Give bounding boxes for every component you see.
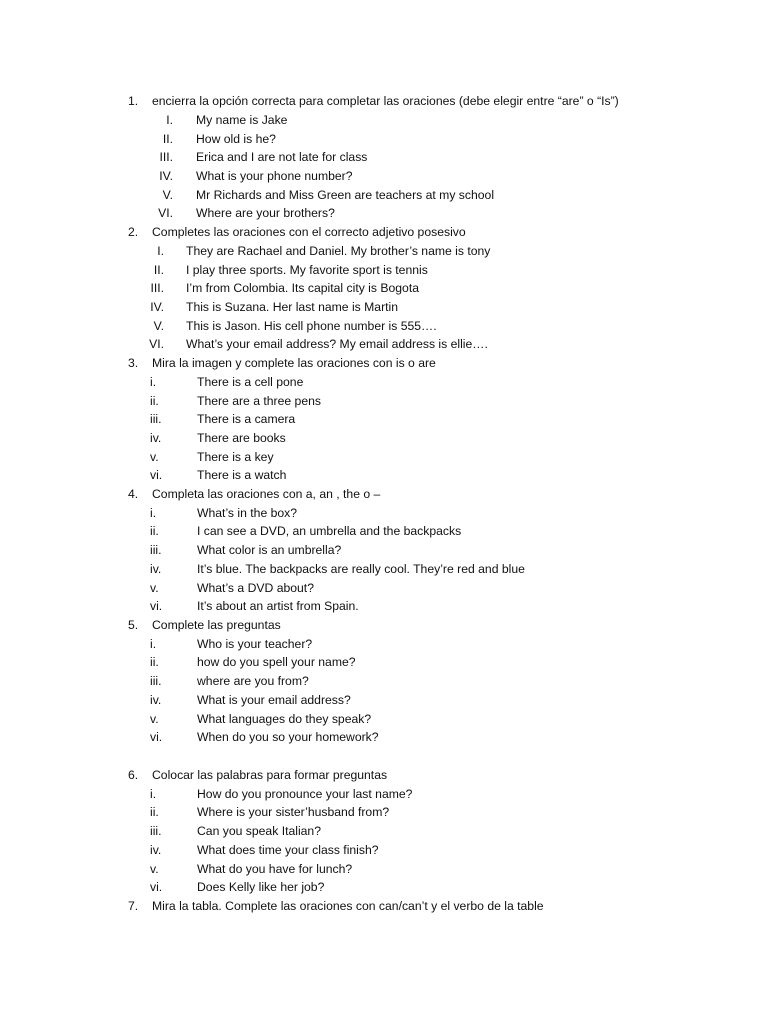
item-marker: iii.	[150, 824, 162, 838]
item-marker: iv.	[150, 431, 162, 445]
section-number: 2.	[128, 225, 139, 239]
item-marker: VI.	[149, 337, 164, 351]
item-text: There are books	[197, 431, 286, 445]
item-marker: v.	[150, 450, 159, 464]
item-marker: iv.	[150, 693, 162, 707]
item-text: This is Jason. His cell phone number is 555….	[186, 319, 437, 333]
section-instruction: Mira la imagen y complete las oraciones con is o are	[152, 356, 436, 370]
item-text: Mr Richards and Miss Green are teachers at my school	[196, 188, 495, 202]
section-number: 4.	[128, 487, 139, 501]
item-marker: V.	[153, 319, 164, 333]
item-text: What is your phone number?	[196, 169, 353, 183]
section-instruction: Colocar las palabras para formar preguntas	[152, 768, 388, 782]
item-marker: IV.	[150, 300, 164, 314]
item-text: I’m from Colombia. Its capital city is Bogota	[186, 281, 419, 295]
item-text: What color is an umbrella?	[197, 543, 342, 557]
item-text: This is Suzana. Her last name is Martin	[186, 300, 399, 314]
item-marker: iv.	[150, 562, 162, 576]
section-number: 6.	[128, 768, 139, 782]
item-text: There is a cell pone	[197, 375, 304, 389]
item-marker: v.	[150, 862, 159, 876]
item-marker: iii.	[150, 412, 162, 426]
section-instruction: Complete las preguntas	[152, 618, 281, 632]
item-text: There is a watch	[197, 468, 287, 482]
section-instruction: Mira la tabla. Complete las oraciones con can/can’t y el verbo de la table	[152, 899, 544, 913]
item-text: There are a three pens	[197, 394, 321, 408]
item-text: What is your email address?	[197, 693, 351, 707]
item-text: There is a key	[197, 450, 274, 464]
item-marker: vi.	[150, 730, 163, 744]
item-text: What languages do they speak?	[197, 712, 372, 726]
item-marker: III.	[159, 150, 173, 164]
item-text: Who is your teacher?	[197, 637, 313, 651]
item-text: Where are your brothers?	[196, 206, 335, 220]
item-marker: II.	[153, 263, 164, 277]
item-text: It’s about an artist from Spain.	[197, 599, 359, 613]
item-marker: ii.	[150, 394, 159, 408]
item-text: They are Rachael and Daniel. My brother’s name is tony	[186, 244, 491, 258]
item-marker: v.	[150, 581, 159, 595]
item-text: Where is your sister’husband from?	[197, 805, 390, 819]
item-marker: IV.	[159, 169, 173, 183]
item-marker: III.	[150, 281, 164, 295]
item-marker: VI.	[158, 206, 173, 220]
item-text: I can see a DVD, an umbrella and the backpacks	[197, 524, 462, 538]
item-text: Erica and I are not late for class	[196, 150, 368, 164]
item-marker: V.	[162, 188, 173, 202]
item-text: how do you spell your name?	[197, 655, 356, 669]
section-number: 3.	[128, 356, 139, 370]
item-text: How do you pronounce your last name?	[197, 787, 413, 801]
item-marker: ii.	[150, 805, 159, 819]
item-text: What’s your email address? My email address is ellie….	[186, 337, 488, 351]
item-marker: ii.	[150, 655, 159, 669]
item-marker: ii.	[150, 524, 159, 538]
item-marker: vi.	[150, 468, 163, 482]
item-marker: II.	[162, 132, 173, 146]
item-marker: I.	[157, 244, 164, 258]
section-instruction: Completes las oraciones con el correcto adjetivo posesivo	[152, 225, 466, 239]
section-number: 7.	[128, 899, 139, 913]
item-text: What’s in the box?	[197, 506, 298, 520]
item-marker: i.	[150, 375, 157, 389]
item-marker: vi.	[150, 880, 163, 894]
item-text: When do you so your homework?	[197, 730, 379, 744]
item-marker: I.	[166, 113, 173, 127]
item-text: Can you speak Italian?	[197, 824, 321, 838]
item-text: Does Kelly like her job?	[197, 880, 325, 894]
item-text: There is a camera	[197, 412, 296, 426]
item-text: I play three sports. My favorite sport is tennis	[186, 263, 428, 277]
item-text: My name is Jake	[196, 113, 288, 127]
item-text: where are you from?	[197, 674, 309, 688]
item-marker: i.	[150, 637, 157, 651]
item-marker: vi.	[150, 599, 163, 613]
item-marker: i.	[150, 787, 157, 801]
item-text: What do you have for lunch?	[197, 862, 353, 876]
item-text: How old is he?	[196, 132, 276, 146]
item-text: What does time your class finish?	[197, 843, 379, 857]
section-instruction: encierra la opción correcta para completar las oraciones (debe elegir entre “are” o “Is”)	[152, 94, 619, 108]
item-marker: iii.	[150, 674, 162, 688]
section-number: 5.	[128, 618, 139, 632]
item-text: What’s a DVD about?	[197, 581, 314, 595]
section-instruction: Completa las oraciones con a, an , the o –	[152, 487, 381, 501]
item-marker: i.	[150, 506, 157, 520]
item-marker: iv.	[150, 843, 162, 857]
item-marker: v.	[150, 712, 159, 726]
item-text: It’s blue. The backpacks are really cool. They’re red and blue	[197, 562, 525, 576]
section-number: 1.	[128, 94, 139, 108]
item-marker: iii.	[150, 543, 162, 557]
